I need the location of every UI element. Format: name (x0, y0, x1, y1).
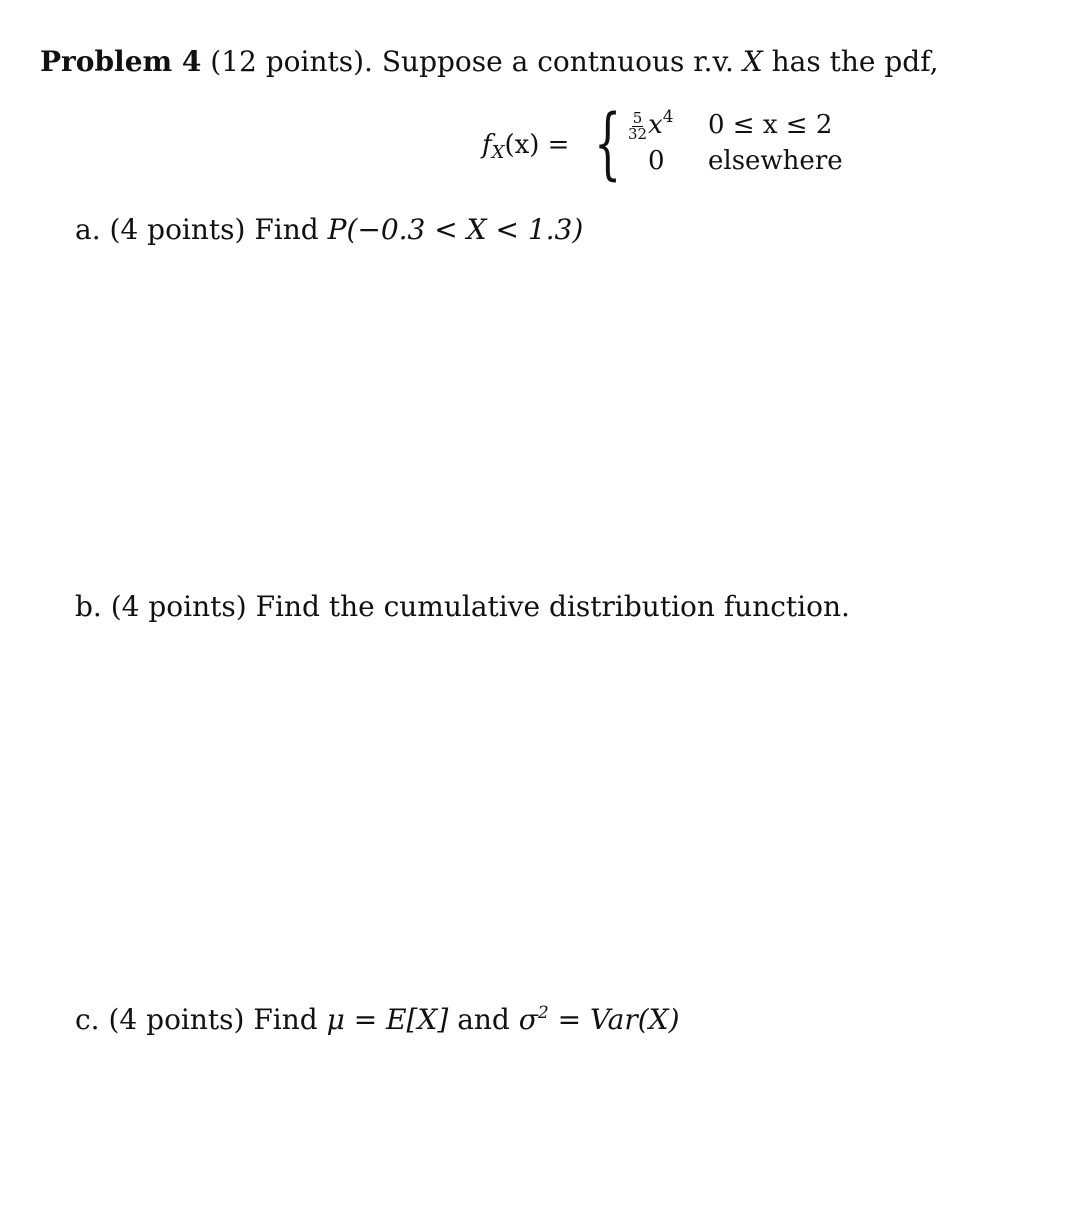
part-b-label: b. (75, 590, 102, 623)
part-b-text: (4 points) Find the cumulative distribution function. (110, 590, 850, 623)
case2-value: 0 (648, 146, 665, 176)
problem-text: Suppose a contnuous r.v. (381, 45, 734, 78)
part-c-text: (4 points) Find (108, 1003, 318, 1036)
fraction: $\frac{5}{32}$ (628, 108, 648, 143)
problem-text-end: has the pdf, (771, 45, 939, 78)
problem-statement (40, 45, 939, 79)
part-c (75, 1003, 680, 1037)
case2-condition: elsewhere (708, 146, 843, 176)
case1-expression: $\frac{5}{32}$ $x^4$ (628, 107, 674, 143)
pdf-lhs: $f_X(x)$ = (482, 130, 570, 163)
part-c-label: c. (75, 1003, 100, 1036)
case1-condition: 0 ≤ x ≤ 2 (708, 110, 833, 140)
part-c-mean: μ = E[X] (326, 1003, 449, 1036)
part-c-variance: = Var(X) (557, 1003, 680, 1036)
problem-points: (12 points). (210, 45, 373, 78)
problem-label: Problem 4 (40, 45, 202, 78)
part-a (75, 213, 583, 247)
left-brace: { (594, 99, 622, 189)
part-b (75, 590, 850, 624)
part-a-math: P(−0.3 < X < 1.3) (327, 213, 584, 246)
part-c-and: and (457, 1003, 510, 1036)
random-variable: X (742, 45, 763, 78)
part-a-label: a. (75, 213, 101, 246)
part-a-text: (4 points) Find (109, 213, 319, 246)
part-c-sigma: $\sigma^2$ (518, 1003, 549, 1036)
